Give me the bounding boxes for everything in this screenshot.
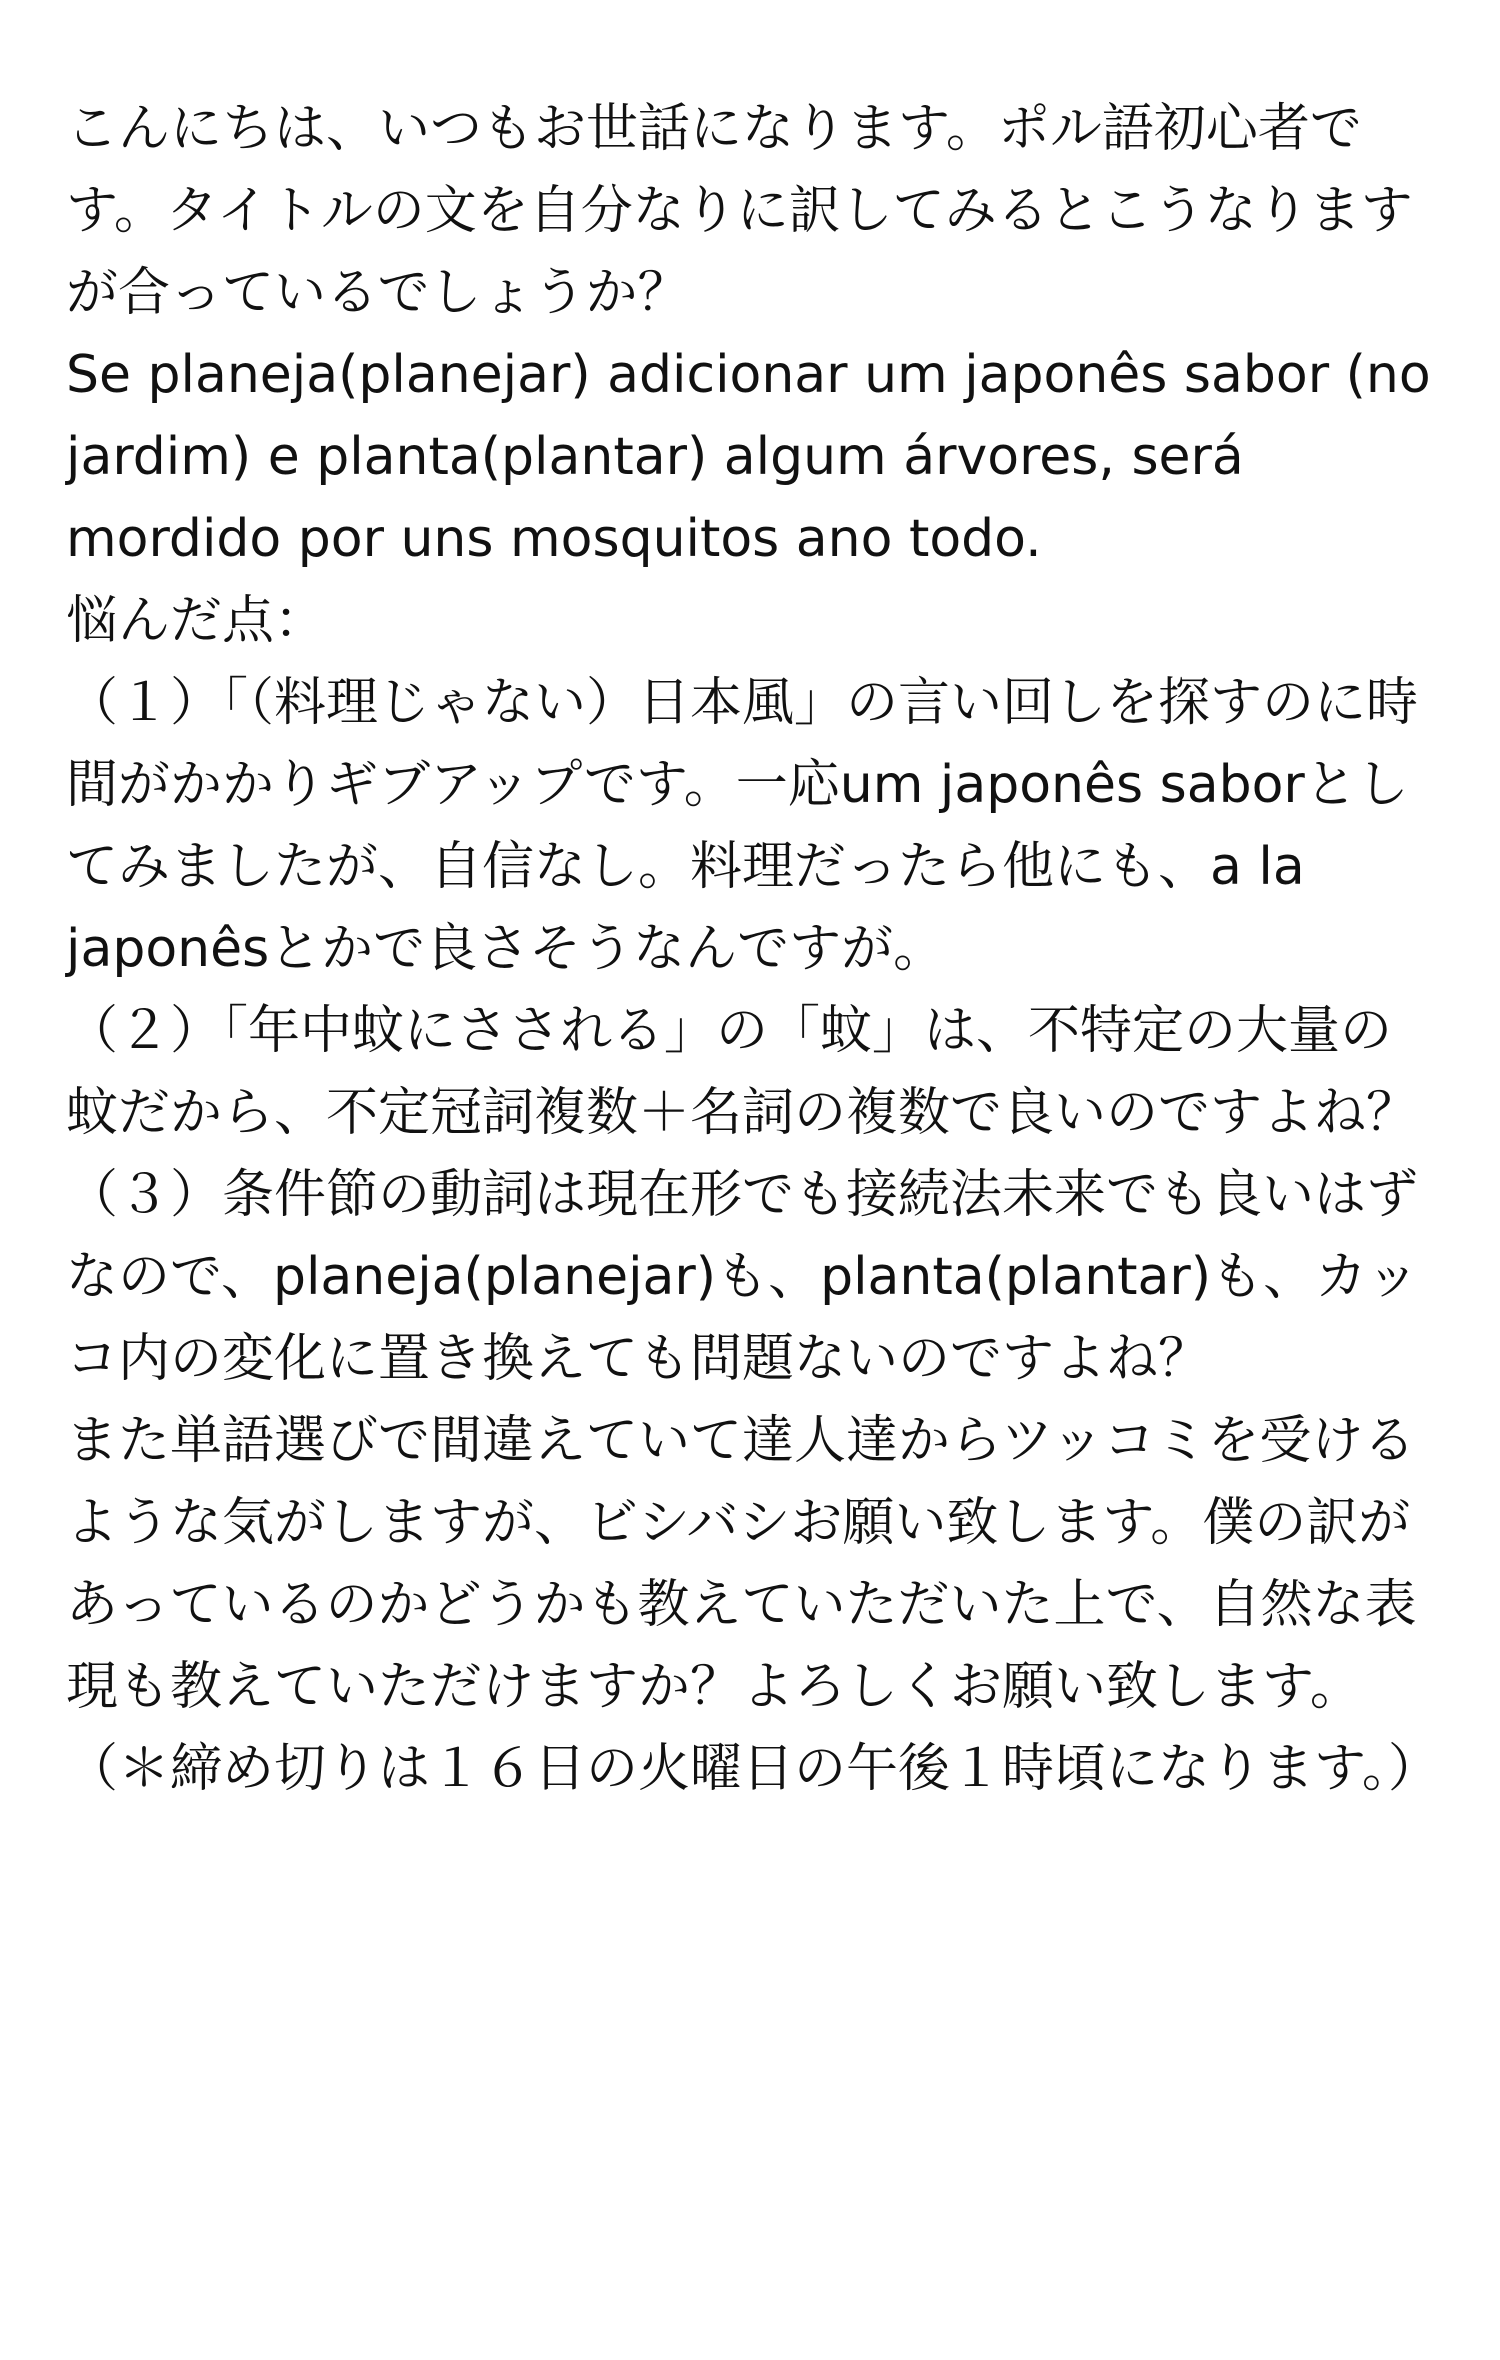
concerns-heading: 悩んだ点：: [66, 591, 327, 651]
request-paragraph: また単語選びで間違えていて達人達からツッコミを受けるような気がしますが、ビシバシお願い致します。僕の訳があっているのかどうかも教えていただいた上で、自然な表現も教えていただけますか？よろしくお願い致します。: [66, 1411, 1417, 1717]
translation-sentence: Se planeja(planejar) adicionar um japonês sabor (no jardim) e planta(plantar) algum árvores, será mordido por uns mosquitos ano todo.: [66, 345, 1431, 569]
deadline-note: （＊締め切りは１６日の火曜日の午後１時頃になります。）: [66, 1739, 1440, 1799]
concern-item-1: （１）「（料理じゃない）日本風」の言い回しを探すのに時間がかかりギブアップです。一応um japonês saborとしてみましたが、自信なし。料理だったら他にも、a la japonêsとかで良さそうなんですが。: [66, 673, 1419, 979]
concern-item-2: （２）「年中蚊にさされる」の「蚊」は、不特定の大量の蚊だから、不定冠詞複数＋名詞の複数で良いのですよね？: [66, 1001, 1419, 1143]
concern-item-3: （３）条件節の動詞は現在形でも接続法未来でも良いはずなので、planeja(planejar)も、planta(plantar)も、カッコ内の変化に置き換えても問題ないのですよね？: [66, 1165, 1419, 1389]
greeting-paragraph: こんにちは、いつもお世話になります。ポル語初心者です。タイトルの文を自分なりに訳してみるとこうなりますが合っているでしょうか？: [66, 99, 1413, 323]
